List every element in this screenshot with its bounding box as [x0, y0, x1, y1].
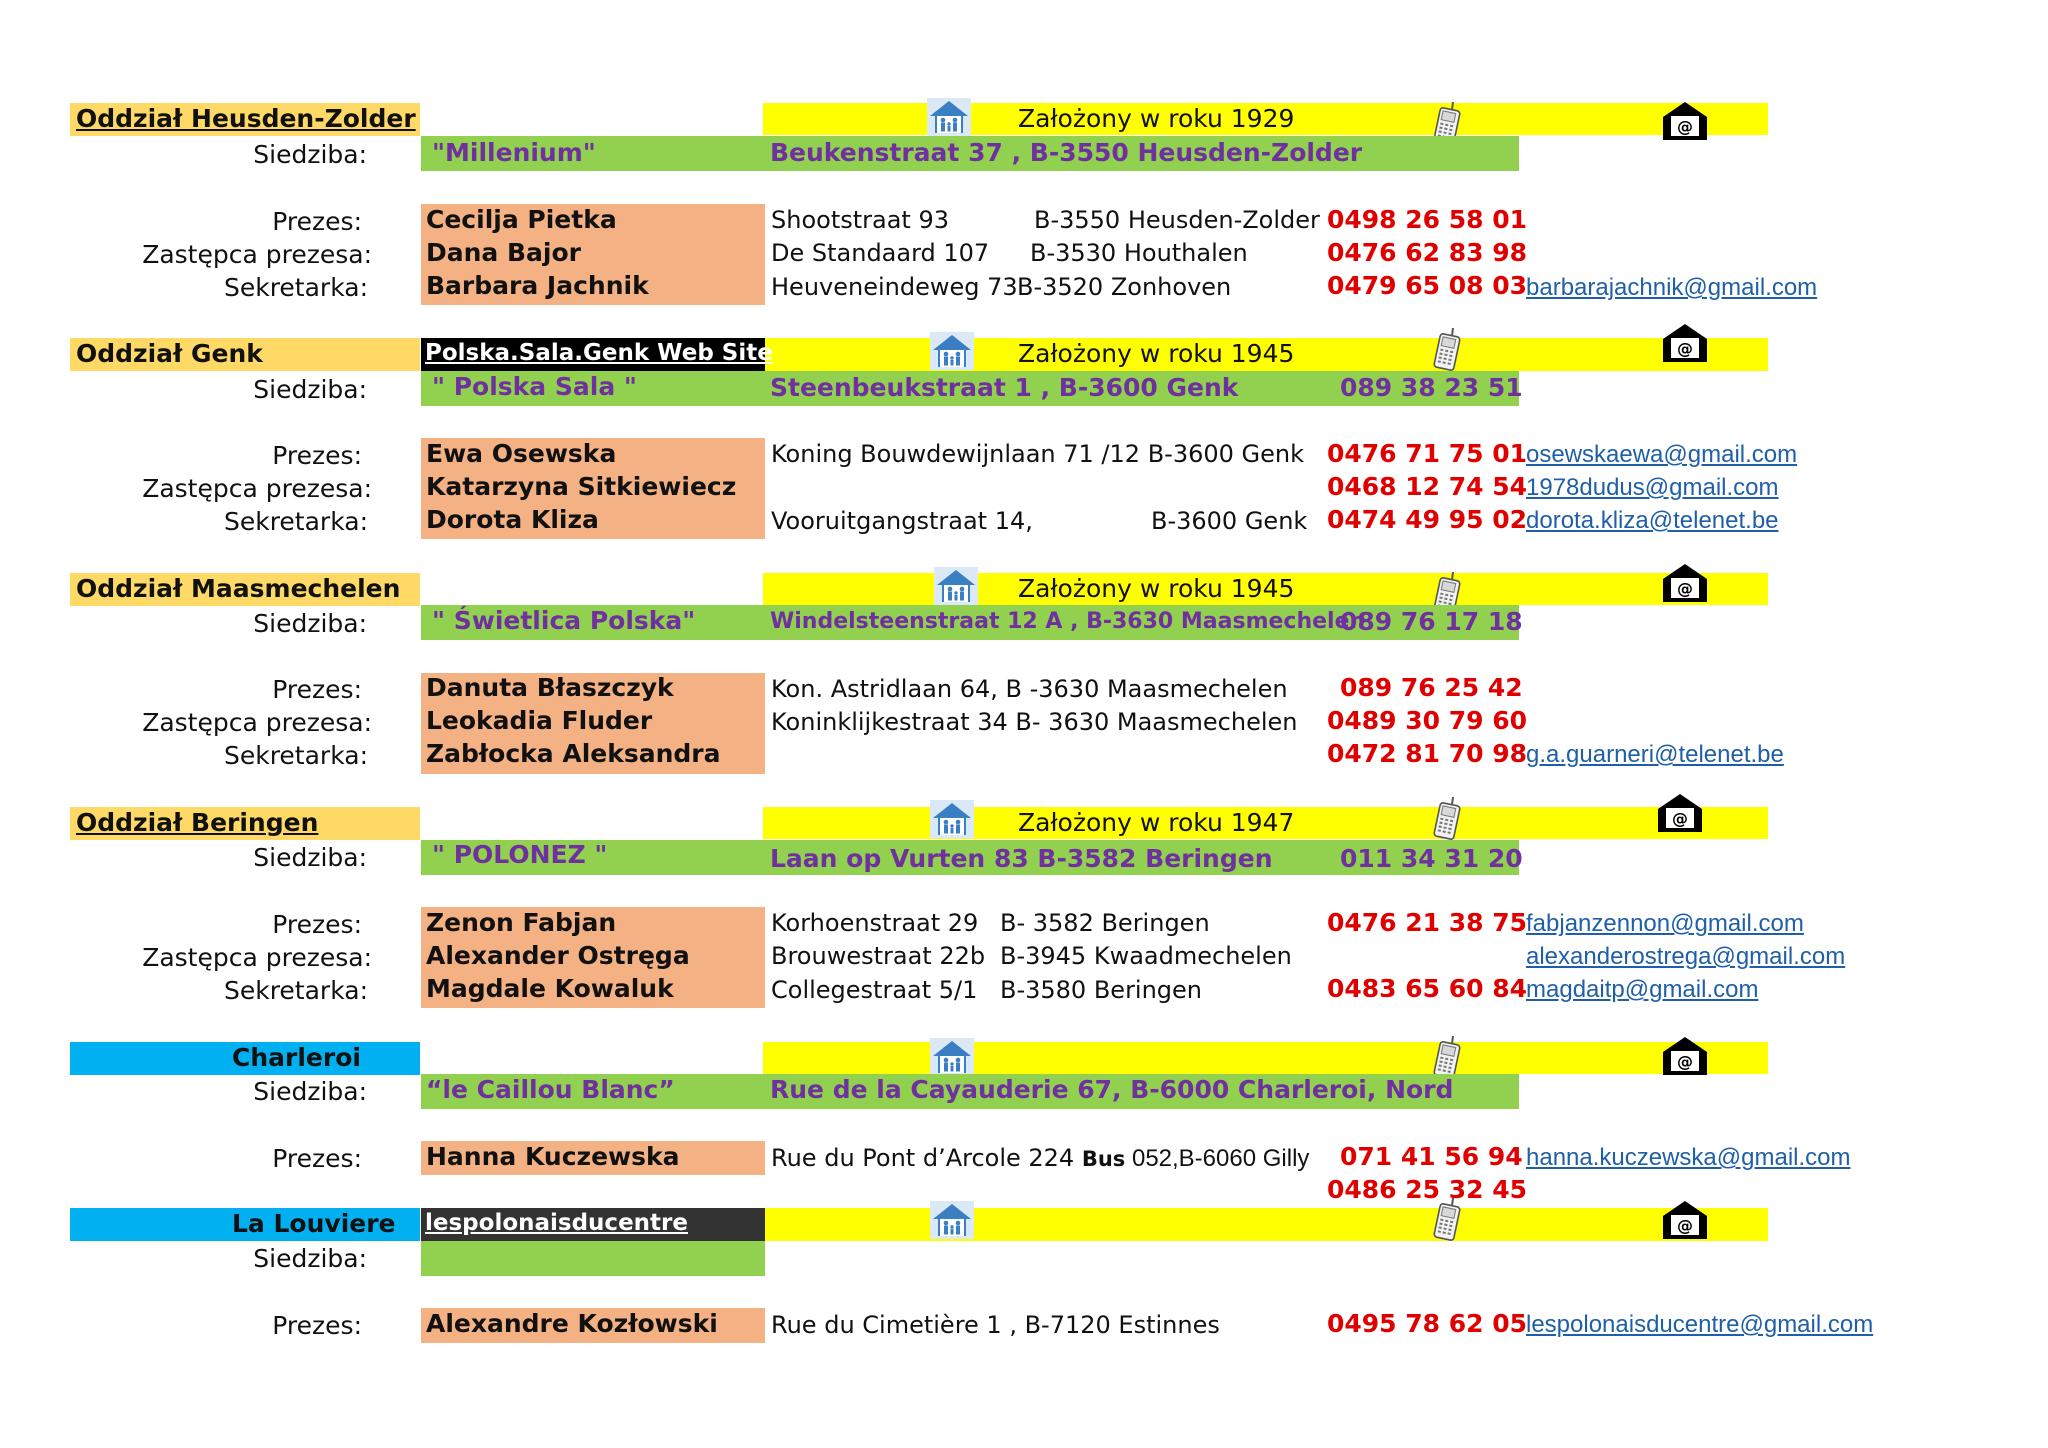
branch-name: La Louviere [232, 1209, 396, 1238]
house-family-icon [934, 567, 978, 605]
house-family-icon [930, 1201, 974, 1239]
vice-phone: 0489 30 79 60 [1327, 706, 1528, 735]
president-name: Zenon Fabjan [426, 908, 617, 937]
president-email-link[interactable]: hanna.kuczewska@gmail.com [1526, 1144, 1851, 1171]
email-envelope-icon [1662, 563, 1708, 603]
secretary-email-link[interactable]: magdaitp@gmail.com [1526, 976, 1759, 1003]
secretary-label: Sekretarka: [223, 741, 368, 770]
president-label: Prezes: [272, 675, 362, 704]
venue-address: Steenbeukstraat 1 , B-3600 Genk [770, 373, 1239, 402]
president-email-link[interactable]: fabjanzennon@gmail.com [1526, 910, 1804, 937]
vice-name: Katarzyna Sitkiewiecz [426, 472, 737, 501]
venue-phone: 011 34 31 20 [1340, 844, 1523, 873]
branch-name: Oddział Genk [76, 339, 263, 368]
seat-label: Siedziba: [253, 140, 367, 169]
president-email-link[interactable]: lespolonaisducentre@gmail.com [1526, 1311, 1874, 1338]
secretary-label: Sekretarka: [223, 976, 368, 1005]
branch-name[interactable]: Oddział Heusden-Zolder [76, 104, 416, 133]
secretary-name: Magdale Kowaluk [426, 974, 674, 1003]
branch-name: Charleroi [232, 1043, 361, 1072]
vice-street: Brouwestraat 22b [771, 942, 986, 970]
president-name: Ewa Osewska [426, 439, 617, 468]
secretary-email-link[interactable]: barbarajachnik@gmail.com [1526, 274, 1818, 301]
founded-bar [765, 1208, 1768, 1241]
website-link[interactable]: Polska.Sala.Genk Web Site [425, 340, 773, 366]
president-label: Prezes: [272, 441, 362, 470]
founded-bar [763, 1042, 1768, 1074]
venue-address: Windelsteenstraat 12 A , B-3630 Maasmechelen [770, 609, 1366, 634]
vice-street: Koninklijkestraat 34 B- 3630 Maasmechelen [771, 708, 1298, 736]
secretary-street: Heuveneindeweg 73 [771, 273, 1018, 301]
email-envelope-icon [1662, 1036, 1708, 1076]
venue-bar [421, 1241, 765, 1276]
secretary-phone: 0474 49 95 02 [1327, 505, 1528, 534]
vice-label: Zastępca prezesa: [142, 240, 372, 269]
seat-label: Siedziba: [253, 843, 367, 872]
president-street: Koning Bouwdewijnlaan 71 /12 B-3600 Genk [771, 440, 1304, 468]
president-street: Kon. Astridlaan 64, B -3630 Maasmechelen [771, 675, 1288, 703]
president-label: Prezes: [272, 910, 362, 939]
president-name: Alexandre Kozłowski [426, 1309, 718, 1338]
venue-phone: 089 76 17 18 [1340, 607, 1523, 636]
website-link[interactable]: lespolonaisducentre [425, 1210, 688, 1236]
street-part: Rue du Pont d’Arcole 224 [771, 1144, 1082, 1172]
president-name: Cecilja Pietka [426, 205, 617, 234]
president-city: B-3550 Heusden-Zolder [1034, 206, 1320, 234]
venue-name: "Millenium" [432, 138, 596, 167]
president-label: Prezes: [272, 1144, 362, 1173]
house-family-icon [927, 98, 971, 136]
secretary-city: B-3520 Zonhoven [1017, 273, 1232, 301]
president-phone-2: 0486 25 32 45 [1327, 1175, 1528, 1204]
seat-label: Siedziba: [253, 1077, 367, 1106]
president-phone: 0476 71 75 01 [1327, 439, 1528, 468]
secretary-city: B-3600 Genk [1151, 507, 1308, 535]
vice-phone: 0476 62 83 98 [1327, 238, 1528, 267]
branch-name: Oddział Maasmechelen [76, 574, 401, 603]
vice-name: Leokadia Fluder [426, 706, 653, 735]
secretary-label: Sekretarka: [223, 507, 368, 536]
street-part: 052,B-6060 Gilly [1125, 1145, 1310, 1172]
president-phone: 071 41 56 94 [1340, 1142, 1523, 1171]
founded-text: Założony w roku 1945 [1018, 339, 1295, 368]
president-phone: 0495 78 62 05 [1327, 1309, 1528, 1338]
venue-address: Laan op Vurten 83 B-3582 Beringen [770, 844, 1273, 873]
founded-text: Założony w roku 1945 [1018, 574, 1295, 603]
vice-email-link[interactable]: alexanderostrega@gmail.com [1526, 943, 1846, 970]
vice-phone: 0468 12 74 54 [1327, 472, 1528, 501]
secretary-name: Zabłocka Aleksandra [426, 739, 721, 768]
president-street [771, 1144, 1309, 1173]
bus-label: Bus [1081, 1147, 1126, 1171]
president-phone: 0498 26 58 01 [1327, 205, 1528, 234]
secretary-name: Barbara Jachnik [426, 271, 649, 300]
vice-name: Dana Bajor [426, 238, 581, 267]
vice-city: B-3945 Kwaadmechelen [1000, 942, 1292, 970]
vice-label: Zastępca prezesa: [142, 474, 372, 503]
house-family-icon [930, 800, 974, 838]
house-family-icon [930, 332, 974, 370]
email-envelope-icon [1662, 323, 1708, 363]
email-envelope-icon [1662, 101, 1708, 141]
secretary-phone: 0479 65 08 03 [1327, 271, 1528, 300]
president-phone: 0476 21 38 75 [1327, 908, 1528, 937]
founded-text: Założony w roku 1947 [1018, 808, 1295, 837]
president-street: Korhoenstraat 29 [771, 909, 979, 937]
president-label: Prezes: [272, 207, 362, 236]
mobile-phone-icon [1432, 795, 1462, 841]
venue-name: " POLONEZ " [432, 840, 608, 869]
seat-label: Siedziba: [253, 375, 367, 404]
house-family-icon [930, 1038, 974, 1076]
secretary-label: Sekretarka: [223, 273, 368, 302]
secretary-street: Collegestraat 5/1 [771, 976, 978, 1004]
president-label: Prezes: [272, 1311, 362, 1340]
president-street: Shootstraat 93 [771, 206, 949, 234]
venue-name: " Świetlica Polska" [432, 606, 696, 635]
president-city: B- 3582 Beringen [1000, 909, 1210, 937]
vice-label: Zastępca prezesa: [142, 708, 372, 737]
vice-city: B-3530 Houthalen [1030, 239, 1248, 267]
president-street: Rue du Cimetière 1 , B-7120 Estinnes [771, 1311, 1220, 1339]
secretary-email-link[interactable]: dorota.kliza@telenet.be [1526, 507, 1779, 534]
secretary-email-link[interactable]: g.a.guarneri@telenet.be [1526, 741, 1784, 768]
vice-street: De Standaard 107 [771, 239, 990, 267]
venue-name: " Polska Sala " [432, 372, 637, 401]
vice-label: Zastępca prezesa: [142, 943, 372, 972]
president-name: Danuta Błaszczyk [426, 673, 674, 702]
email-envelope-icon [1662, 1200, 1708, 1240]
secretary-name: Dorota Kliza [426, 505, 599, 534]
venue-name: “le Caillou Blanc” [426, 1075, 675, 1104]
president-name: Hanna Kuczewska [426, 1142, 680, 1171]
mobile-phone-icon [1432, 1196, 1462, 1242]
email-envelope-icon [1657, 793, 1703, 833]
founded-text: Założony w roku 1929 [1018, 104, 1295, 133]
secretary-street: Vooruitgangstraat 14, [771, 507, 1033, 535]
mobile-phone-icon [1432, 326, 1462, 372]
vice-email-link[interactable]: 1978dudus@gmail.com [1526, 474, 1779, 501]
venue-phone: 089 38 23 51 [1340, 373, 1523, 402]
secretary-phone: 0483 65 60 84 [1327, 974, 1528, 1003]
vice-name: Alexander Ostręga [426, 941, 690, 970]
president-email-link[interactable]: osewskaewa@gmail.com [1526, 441, 1798, 468]
branch-name[interactable]: Oddział Beringen [76, 808, 319, 837]
seat-label: Siedziba: [253, 1244, 367, 1273]
president-phone: 089 76 25 42 [1340, 673, 1523, 702]
venue-address: Beukenstraat 37 , B-3550 Heusden-Zolder [770, 138, 1363, 167]
venue-address: Rue de la Cayauderie 67, B-6000 Charleroi, Nord [770, 1075, 1454, 1104]
seat-label: Siedziba: [253, 609, 367, 638]
secretary-city: B-3580 Beringen [1000, 976, 1203, 1004]
secretary-phone: 0472 81 70 98 [1327, 739, 1528, 768]
